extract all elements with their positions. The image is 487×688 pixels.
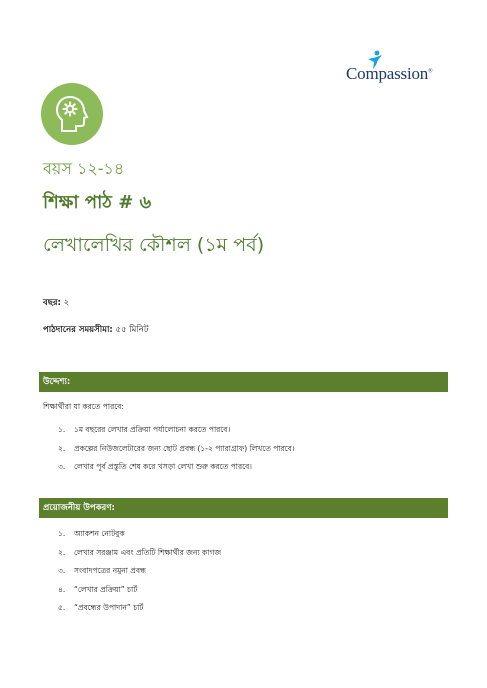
lesson-number: শিক্ষা পাঠ # ৬ [43, 192, 152, 213]
duration-label: পাঠদানের সময়সীমা: [43, 325, 113, 335]
duration-value: ৫৫ মিনিট [115, 325, 149, 335]
duration-line [43, 323, 149, 337]
page-title: লেখালেখির কৌশল (১ম পর্ব) [43, 234, 265, 256]
head-gear-icon [54, 94, 90, 134]
age-range: বয়স ১২-১৪ [43, 159, 125, 178]
logo-wordmark: Compassion® [346, 64, 433, 83]
year-line [43, 296, 69, 310]
topic-badge [41, 83, 103, 145]
year-value: ২ [63, 298, 70, 308]
objectives-intro: শিক্ষার্থীরা যা করতে পারবে: [43, 402, 124, 411]
compassion-logo [346, 50, 446, 86]
objectives-heading: উদ্দেশ্য: [39, 372, 448, 392]
year-label: বছর: [43, 298, 61, 308]
materials-heading: প্রয়োজনীয় উপকরণ: [39, 498, 448, 518]
